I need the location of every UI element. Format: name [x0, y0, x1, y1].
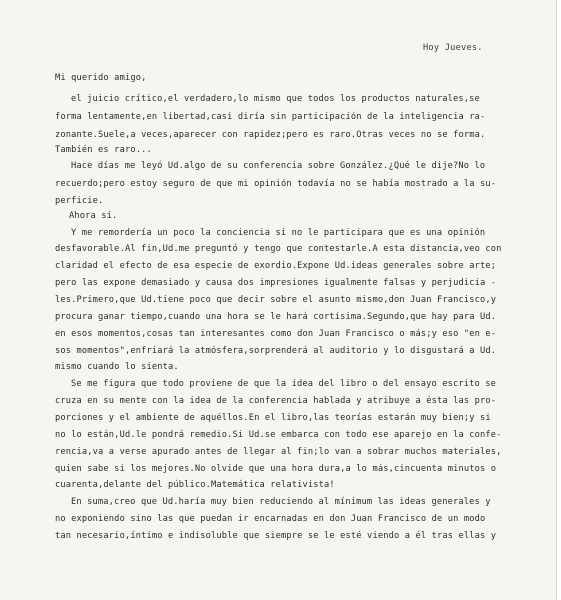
letter-line: En suma,creo que Ud.haría muy bien reduciendo al mínimum las ideas generales y [71, 497, 491, 507]
letter-date: Hoy Jueves. [423, 43, 483, 53]
letter-line: recuerdo;pero estoy seguro de que mi opinión todavía no se había mostrado a la su- [55, 179, 497, 189]
letter-line: procura ganar tiempo,cuando una hora se le hará cortísima.Segundo,que hay para Ud. [55, 312, 497, 322]
letter-line: sos momentos",enfriará la atmósfera,sorprenderá al auditorio y lo disgustará a Ud. [55, 346, 497, 356]
letter-line: el juicio crítico,el verdadero,lo mismo que todos los productos naturales,se [71, 94, 480, 104]
letter-line: en esos momentos,cosas tan interesantes como don Juan Francisco o más;y eso "en e- [55, 329, 497, 339]
letter-line: porciones y el ambiente de aquéllos.En el libro,las teorías estarán muy bien;y si [55, 413, 491, 423]
salutation: Mi querido amigo, [55, 73, 147, 83]
letter-line: Ahora sí. [69, 211, 118, 221]
letter-line: rencia,va a verse apurado antes de llegar al fin;lo van a sobrar muchos materiales, [55, 447, 502, 457]
letter-line: desfavorable.Al fin,Ud.me preguntó y tengo que contestarle.A esta distancia,veo con [55, 244, 502, 254]
letter-line: pero las expone demasiado y causa dos impresiones igualmente falsas y perjudicia - [55, 278, 497, 288]
letter-line: perficie. [55, 196, 104, 206]
letter-line: quien sabe si los mejores.No olvide que una hora dura,a lo más,cincuenta minutos o [55, 464, 497, 474]
letter-line: les.Primero,que Ud.tiene poco que decir sobre el asunto mismo,don Juan Francisco,y [55, 295, 497, 305]
letter-line: tan necesario,íntimo e indisoluble que siempre se le esté viendo a él tras ellas y [55, 531, 497, 541]
letter-line: También es raro... [55, 145, 152, 155]
letter-line: Y me remordería un poco la conciencia si no le participara que es una opinión [71, 228, 486, 238]
letter-line: no exponiendo sino las que puedan ir encarnadas en don Juan Francisco de un modo [55, 514, 486, 524]
letter-line: no lo están,Ud.le pondrá remedio.Si Ud.se embarca con todo ese aparejo en la confe- [55, 430, 502, 440]
letter-line: mismo cuando lo sienta. [55, 362, 179, 372]
letter-line: cuarenta,delante del público.Matemática relativista! [55, 480, 335, 490]
letter-line: zonante.Suele,a veces,aparecer con rapidez;pero es raro.Otras veces no se forma. [55, 130, 486, 140]
letter-line: Hace días me leyó Ud.algo de su conferencia sobre González.¿Qué le dije?No lo [71, 161, 486, 171]
letter-line: forma lentamente,en libertad,casi diría sin participación de la inteligencia ra- [55, 112, 486, 122]
letter-line: claridad el efecto de esa especie de exordio.Expone Ud.ideas generales sobre arte; [55, 261, 497, 271]
letter-line: Se me figura que todo proviene de que la idea del libro o del ensayo escrito se [71, 379, 497, 389]
letter-line: cruza en su mente con la idea de la conferencia hablada y atribuye a ésta las pro- [55, 396, 497, 406]
